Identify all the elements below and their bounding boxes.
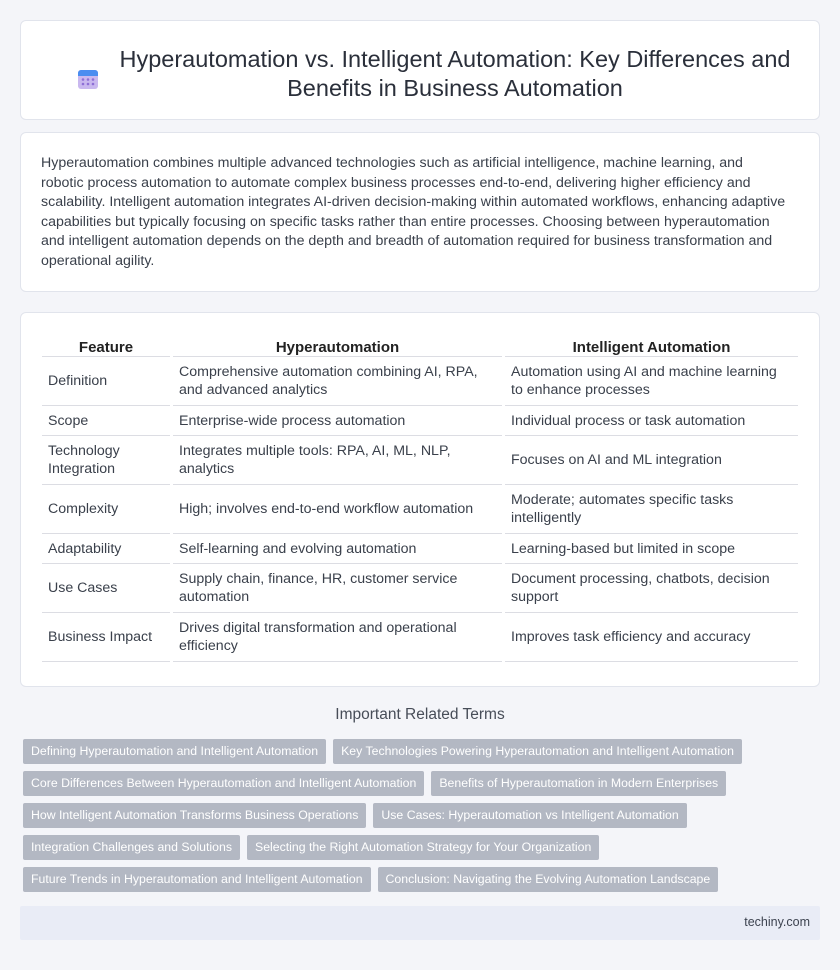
page-title: Hyperautomation vs. Intelligent Automation: Key Differences and Benefits in Business Automation — [119, 46, 791, 101]
row-feature: Complexity — [42, 485, 170, 534]
related-tag[interactable]: Key Technologies Powering Hyperautomation and Intelligent Automation — [333, 739, 742, 764]
intro-paragraph: Hyperautomation combines multiple advanced technologies such as artificial intelligence, machine learning, and robotic process automation to automate complex business processes end-to-end, delivering higher efficiency and scalability. Intelligent automation integrates AI-driven decision-making within automated workflows, enhancing adaptive capabilities but typically focusing on specific tasks rather than entire processes. Choosing between hyperautomation and intelligent automation depends on the depth and breadth of automation required for business transformation and operational agility. — [41, 155, 786, 269]
row-intelligent-automation: Focuses on AI and ML integration — [505, 436, 798, 485]
tag-row — [23, 739, 742, 764]
row-hyperautomation: Drives digital transformation and operational efficiency — [173, 613, 502, 662]
row-intelligent-automation: Automation using AI and machine learning to enhance processes — [505, 357, 798, 406]
related-tag[interactable]: Selecting the Right Automation Strategy for Your Organization — [247, 835, 599, 860]
table-header-feature: Feature — [42, 334, 170, 357]
table-row — [42, 534, 798, 564]
row-intelligent-automation: Moderate; automates specific tasks intelligently — [505, 485, 798, 534]
row-feature: Adaptability — [42, 534, 170, 564]
row-intelligent-automation: Learning-based but limited in scope — [505, 534, 798, 564]
tag-row — [23, 803, 687, 828]
tag-row — [23, 771, 726, 796]
row-feature: Definition — [42, 357, 170, 406]
related-tag[interactable]: Future Trends in Hyperautomation and Intelligent Automation — [23, 867, 371, 892]
comparison-table — [42, 334, 798, 662]
related-tag[interactable]: How Intelligent Automation Transforms Business Operations — [23, 803, 366, 828]
footer — [20, 906, 820, 940]
related-tag[interactable]: Integration Challenges and Solutions — [23, 835, 240, 860]
table-row — [42, 485, 798, 534]
related-tag[interactable]: Conclusion: Navigating the Evolving Automation Landscape — [378, 867, 719, 892]
row-intelligent-automation: Individual process or task automation — [505, 406, 798, 436]
table-header-intelligent-automation: Intelligent Automation — [505, 334, 798, 357]
calendar-icon — [76, 67, 100, 91]
row-hyperautomation: Self-learning and evolving automation — [173, 534, 502, 564]
table-row — [42, 436, 798, 485]
tag-row — [23, 867, 718, 892]
related-tag[interactable]: Core Differences Between Hyperautomation and Intelligent Automation — [23, 771, 424, 796]
related-tag[interactable]: Benefits of Hyperautomation in Modern Enterprises — [431, 771, 726, 796]
row-hyperautomation: Enterprise-wide process automation — [173, 406, 502, 436]
table-row — [42, 564, 798, 613]
tag-row — [23, 835, 599, 860]
table-header-hyperautomation: Hyperautomation — [173, 334, 502, 357]
row-feature: Scope — [42, 406, 170, 436]
row-hyperautomation: Integrates multiple tools: RPA, AI, ML, NLP, analytics — [173, 436, 502, 485]
comparison-table-card — [20, 312, 820, 687]
row-hyperautomation: High; involves end-to-end workflow automation — [173, 485, 502, 534]
related-terms-heading: Important Related Terms — [335, 706, 505, 723]
related-tag[interactable]: Use Cases: Hyperautomation vs Intelligent Automation — [373, 803, 686, 828]
footer-site-link[interactable]: techiny.com — [744, 915, 810, 929]
row-hyperautomation: Supply chain, finance, HR, customer service automation — [173, 564, 502, 613]
row-intelligent-automation: Document processing, chatbots, decision support — [505, 564, 798, 613]
intro-card — [20, 132, 820, 292]
table-row — [42, 357, 798, 406]
row-feature: Use Cases — [42, 564, 170, 613]
table-row — [42, 613, 798, 662]
title-card — [20, 20, 820, 120]
related-tag[interactable]: Defining Hyperautomation and Intelligent Automation — [23, 739, 326, 764]
table-row — [42, 406, 798, 436]
row-feature: Technology Integration — [42, 436, 170, 485]
row-hyperautomation: Comprehensive automation combining AI, RPA, and advanced analytics — [173, 357, 502, 406]
row-feature: Business Impact — [42, 613, 170, 662]
row-intelligent-automation: Improves task efficiency and accuracy — [505, 613, 798, 662]
